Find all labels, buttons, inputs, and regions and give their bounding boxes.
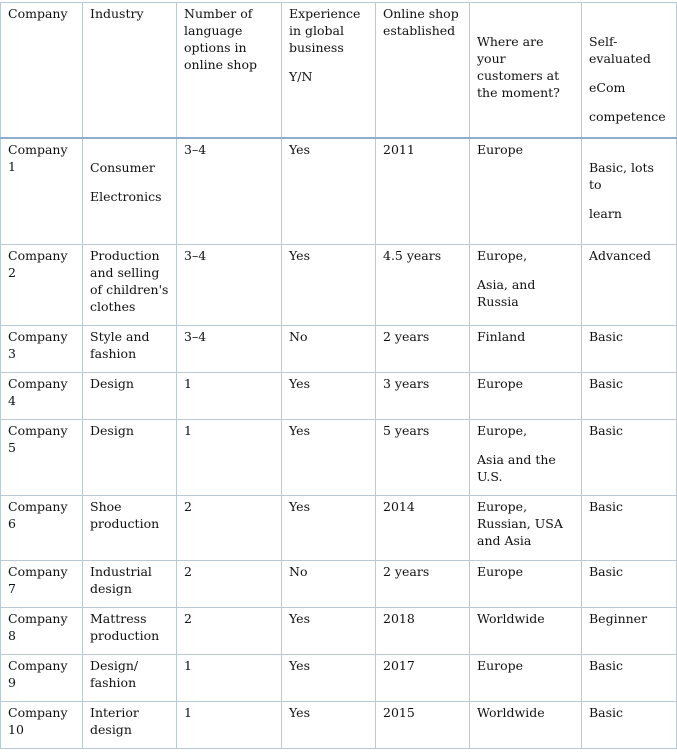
header-customers-label: Where are your customers at the moment? [477, 34, 560, 100]
cell-languages: 3–4 [177, 325, 282, 372]
cell-competence-line: Basic [589, 498, 624, 514]
cell-established: 2 years [376, 560, 470, 607]
cell-industry-line: Electronics [90, 189, 162, 204]
cell-industry [83, 654, 177, 701]
cell-company: Company 1 [1, 138, 83, 244]
table-row [1, 607, 677, 654]
header-industry: Industry [83, 3, 177, 139]
cell-industry-line: Consumer [90, 160, 155, 175]
cell-customers-line: Asia, and Russia [477, 276, 536, 309]
cell-customers-line: Europe [477, 375, 524, 391]
cell-industry-line: Interior design [90, 704, 139, 737]
cell-competence-line: Basic [589, 704, 624, 720]
cell-languages: 1 [177, 419, 282, 495]
table-row [1, 495, 677, 560]
cell-industry [83, 607, 177, 654]
cell-competence [582, 244, 677, 325]
cell-competence [582, 419, 677, 495]
cell-company: Company 4 [1, 372, 83, 419]
cell-company: Company 6 [1, 495, 83, 560]
cell-experience: Yes [282, 607, 376, 654]
cell-customers-line: Europe, [477, 422, 528, 438]
cell-company: Company 5 [1, 419, 83, 495]
cell-customers-line: Europe [477, 657, 524, 673]
cell-languages: 3–4 [177, 244, 282, 325]
table-body [1, 138, 677, 748]
cell-competence [582, 495, 677, 560]
cell-competence-line: Advanced [589, 247, 651, 263]
cell-competence-line: Basic [589, 563, 624, 579]
cell-customers-line: Worldwide [477, 610, 545, 626]
cell-established: 2014 [376, 495, 470, 560]
cell-established: 2011 [376, 138, 470, 244]
header-experience-label: Experience in global business [289, 6, 361, 55]
cell-company: Company 10 [1, 701, 83, 748]
cell-industry [83, 495, 177, 560]
cell-customers-line: Europe [477, 563, 524, 579]
table-row [1, 325, 677, 372]
cell-competence [582, 607, 677, 654]
cell-industry-line: Industrial design [90, 563, 152, 596]
cell-languages: 2 [177, 495, 282, 560]
cell-industry [83, 138, 177, 244]
table-row [1, 419, 677, 495]
cell-experience: Yes [282, 701, 376, 748]
header-competence-line3: competence [589, 109, 666, 124]
cell-industry-line: Mattress production [90, 610, 160, 643]
header-row [1, 3, 677, 139]
header-competence-line2: eCom [589, 80, 626, 95]
cell-industry-line: Production and selling of children's clothes [90, 247, 169, 314]
cell-customers [470, 419, 582, 495]
cell-competence [582, 372, 677, 419]
cell-customers [470, 138, 582, 244]
companies-table [0, 2, 677, 749]
cell-experience: Yes [282, 419, 376, 495]
cell-customers [470, 325, 582, 372]
header-experience [282, 3, 376, 139]
cell-customers [470, 372, 582, 419]
cell-customers [470, 607, 582, 654]
cell-competence [582, 701, 677, 748]
table-row [1, 701, 677, 748]
table-row [1, 138, 677, 244]
cell-company: Company 9 [1, 654, 83, 701]
cell-competence [582, 138, 677, 244]
cell-experience: Yes [282, 495, 376, 560]
cell-competence-line: Basic [589, 375, 624, 391]
cell-experience: Yes [282, 244, 376, 325]
cell-customers [470, 244, 582, 325]
cell-industry-line: Design [90, 375, 134, 391]
cell-competence-line: Beginner [589, 610, 648, 626]
cell-customers-line: Europe, [477, 247, 528, 263]
cell-competence [582, 654, 677, 701]
cell-languages: 2 [177, 607, 282, 654]
cell-competence [582, 325, 677, 372]
header-company: Company [1, 3, 83, 139]
cell-established: 3 years [376, 372, 470, 419]
cell-customers-line: Europe [477, 142, 524, 157]
cell-company: Company 8 [1, 607, 83, 654]
cell-languages: 1 [177, 654, 282, 701]
header-languages: Number of language options in online shop [177, 3, 282, 139]
cell-customers-line: Asia and the U.S. [477, 451, 556, 484]
cell-industry [83, 419, 177, 495]
cell-company: Company 7 [1, 560, 83, 607]
header-established: Online shop established [376, 3, 470, 139]
cell-experience: Yes [282, 138, 376, 244]
cell-customers-line: Worldwide [477, 704, 545, 720]
cell-established: 2018 [376, 607, 470, 654]
cell-industry-line: Design/ fashion [90, 657, 139, 690]
header-customers [470, 3, 582, 139]
header-experience-yn: Y/N [289, 69, 313, 84]
cell-customers [470, 560, 582, 607]
cell-competence-line: Basic [589, 328, 624, 344]
cell-languages: 1 [177, 701, 282, 748]
cell-languages: 1 [177, 372, 282, 419]
cell-competence-line: Basic [589, 657, 624, 673]
cell-company: Company 3 [1, 325, 83, 372]
cell-competence-line: Basic, lots to [589, 160, 654, 192]
cell-experience: Yes [282, 372, 376, 419]
cell-industry-line: Design [90, 422, 134, 438]
cell-established: 4.5 years [376, 244, 470, 325]
cell-industry-line: Shoe production [90, 498, 160, 531]
cell-customers [470, 495, 582, 560]
cell-industry-line: Style and fashion [90, 328, 150, 361]
cell-competence [582, 560, 677, 607]
cell-industry [83, 244, 177, 325]
table-row [1, 654, 677, 701]
cell-established: 2 years [376, 325, 470, 372]
cell-customers [470, 654, 582, 701]
cell-experience: Yes [282, 654, 376, 701]
cell-competence-line: Basic [589, 422, 624, 438]
cell-industry [83, 560, 177, 607]
cell-industry [83, 372, 177, 419]
cell-customers-line: Finland [477, 328, 526, 344]
cell-experience: No [282, 560, 376, 607]
cell-company: Company 2 [1, 244, 83, 325]
cell-competence-line: learn [589, 206, 622, 221]
table-row [1, 372, 677, 419]
cell-established: 5 years [376, 419, 470, 495]
cell-languages: 2 [177, 560, 282, 607]
cell-industry [83, 701, 177, 748]
cell-experience: No [282, 325, 376, 372]
cell-established: 2017 [376, 654, 470, 701]
cell-established: 2015 [376, 701, 470, 748]
header-competence-line1: Self-evaluated [589, 34, 651, 66]
table-row [1, 244, 677, 325]
table-row [1, 560, 677, 607]
cell-industry [83, 325, 177, 372]
cell-customers [470, 701, 582, 748]
cell-languages: 3–4 [177, 138, 282, 244]
header-competence [582, 3, 677, 139]
cell-customers-line: Europe, Russian, USA and Asia [477, 498, 563, 548]
